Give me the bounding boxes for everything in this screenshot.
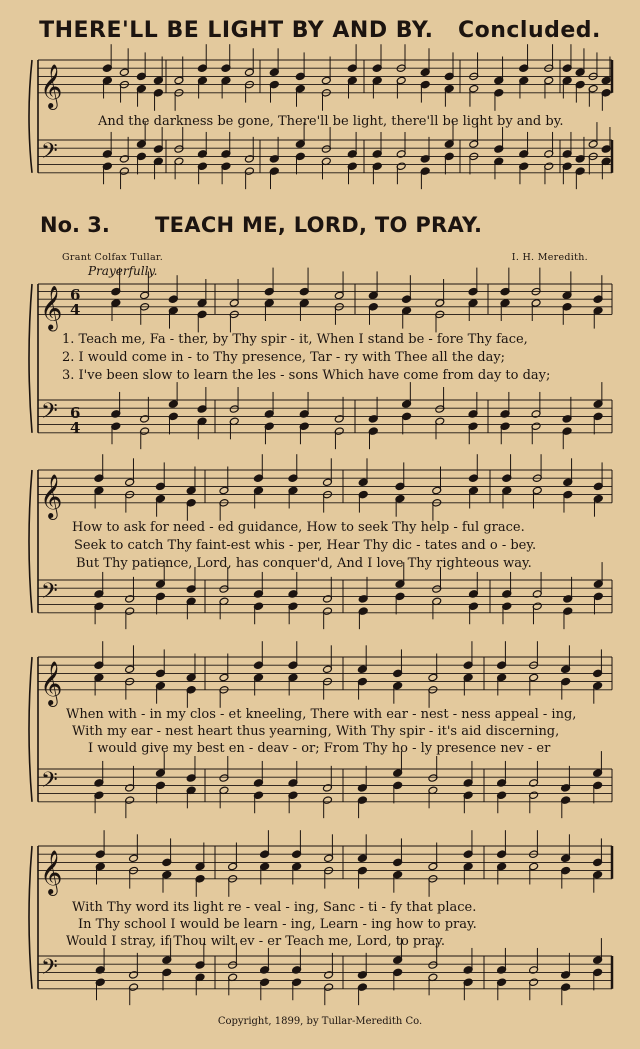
verse-line-3: Would I stray, if Thou wilt ev - er Teach me, Lord, to pray. bbox=[66, 934, 445, 949]
time-signature: 4 bbox=[70, 419, 81, 437]
verse-line-1: 1. Teach me, Fa - ther, by Thy spir - it, When I stand be - fore Thy face, bbox=[62, 332, 528, 347]
verse-line-1: How to ask for need - ed guidance, How to seek Thy help - ful grace. bbox=[72, 520, 525, 535]
brace bbox=[29, 846, 32, 989]
page-title bbox=[0, 18, 640, 43]
bass-clef: 𝄢 bbox=[41, 139, 58, 169]
brace bbox=[29, 470, 32, 613]
title-main: THERE'LL BE LIGHT BY AND BY. bbox=[39, 18, 434, 43]
treble-clef: 𝄞 bbox=[40, 285, 63, 330]
verse-line-3: I would give my best en - deav - or; From Thy ho - ly presence nev - er bbox=[88, 741, 551, 756]
treble-clef: 𝄞 bbox=[40, 63, 63, 108]
brace bbox=[29, 284, 32, 433]
composer-credit: Grant Colfax Tullar. bbox=[62, 252, 164, 263]
time-signature: 6 bbox=[70, 286, 81, 304]
hymn-number: No. 3. bbox=[40, 213, 110, 237]
bass-clef: 𝄢 bbox=[41, 399, 58, 429]
brace bbox=[29, 657, 32, 802]
verse-line-3: But Thy patience, Lord, has conquer'd, And I love Thy righteous way. bbox=[76, 556, 532, 571]
verse-line-2: With my ear - nest heart thus yearning, With Thy spir - it's aid discerning, bbox=[72, 724, 560, 739]
treble-clef: 𝄞 bbox=[40, 473, 63, 518]
time-signature: 4 bbox=[70, 301, 81, 319]
title-suffix: Concluded. bbox=[457, 18, 601, 43]
bass-clef: 𝄢 bbox=[41, 955, 58, 985]
bass-clef: 𝄢 bbox=[41, 768, 58, 798]
time-signature: 6 bbox=[70, 404, 81, 422]
copyright-notice: Copyright, 1899, by Tullar-Meredith Co. bbox=[217, 1016, 423, 1027]
verse-line-2: 2. I would come in - to Thy presence, Tar - ry with Thee all the day; bbox=[62, 350, 506, 365]
brace bbox=[29, 60, 32, 173]
verse-line-2: In Thy school I would be learn - ing, Learn - ing how to pray. bbox=[78, 917, 477, 932]
verse-line-1: With Thy word its light re - veal - ing, Sanc - ti - fy that place. bbox=[72, 900, 477, 915]
verse-line-2: Seek to catch Thy faint-est whis - per, Hear Thy dic - tates and o - bey. bbox=[74, 538, 537, 553]
verse-line-1: When with - in my clos - et kneeling, There with ear - nest - ness appeal - ing, bbox=[66, 707, 577, 722]
verse-line-3: 3. I've been slow to learn the les - sons Which have come from day to day; bbox=[62, 368, 551, 383]
tempo-marking: Prayerfully. bbox=[88, 264, 158, 278]
bass-clef: 𝄢 bbox=[41, 579, 58, 609]
arranger-credit: I. H. Meredith. bbox=[511, 252, 588, 263]
fragment-lyric: And the darkness be gone, There'll be light, there'll be light by and by. bbox=[98, 114, 564, 129]
treble-clef: 𝄞 bbox=[40, 660, 63, 705]
hymn-title: TEACH ME, LORD, TO PRAY. bbox=[155, 213, 483, 237]
treble-clef: 𝄞 bbox=[40, 849, 63, 894]
